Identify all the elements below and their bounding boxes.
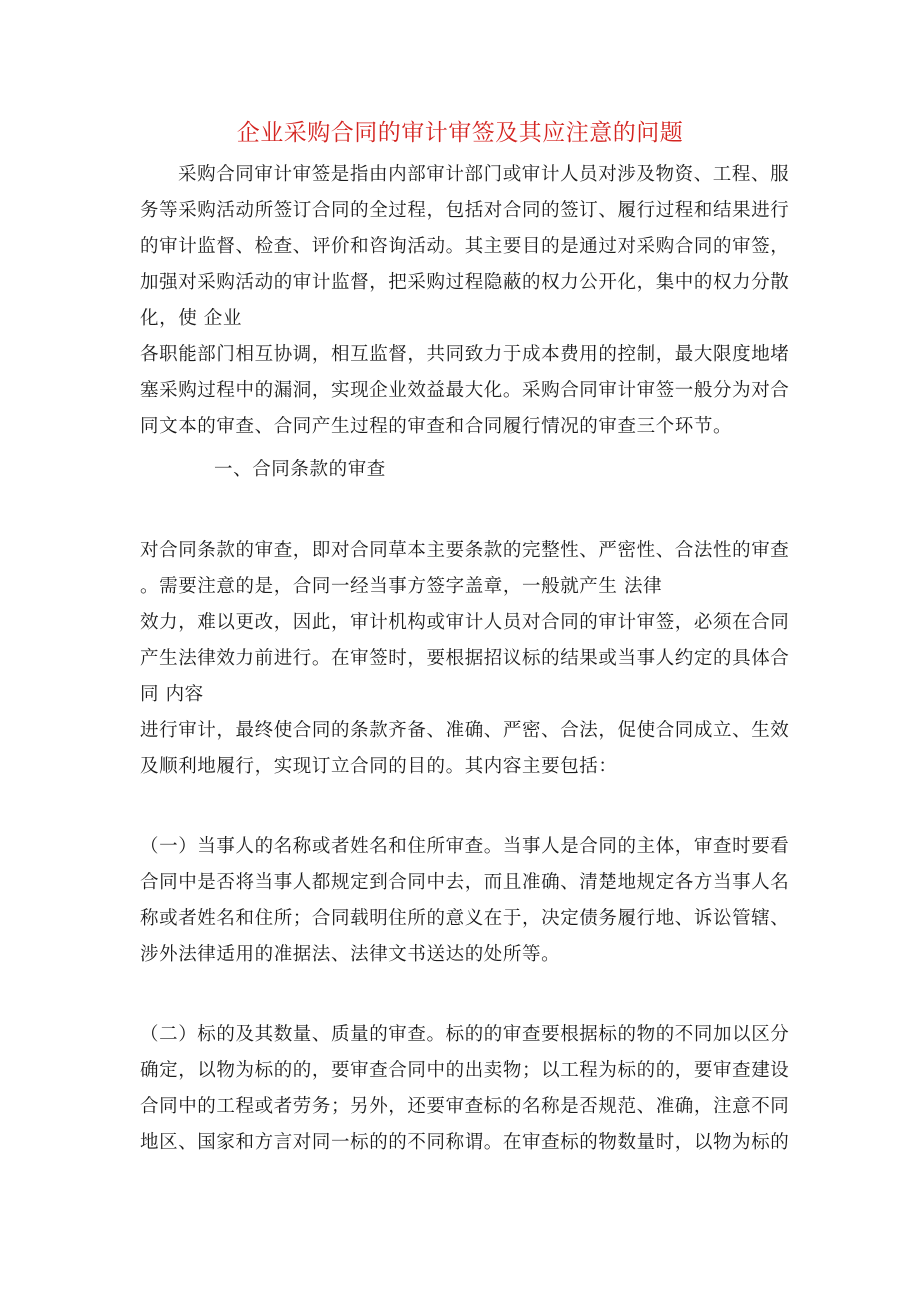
paragraph-line: 同文本的审查、合同产生过程的审查和合同履行情况的审查三个环节。 xyxy=(140,416,733,437)
paragraph-line: 合同中的工程或者劳务；另外，还要审查标的名称是否规范、准确，注意不同 xyxy=(140,1096,790,1117)
paragraph-line: 化，使 企业 xyxy=(140,308,242,329)
paragraph-line: （一）当事人的名称或者姓名和住所审查。当事人是合同的主体，审查时要看 xyxy=(140,836,790,857)
document-title: 企业采购合同的审计审签及其应注意的问题 xyxy=(236,120,684,146)
paragraph-line: 称或者姓名和住所；合同载明住所的意义在于，决定债务履行地、诉讼管辖、 xyxy=(140,908,790,929)
paragraph-line: 的审计监督、检查、评价和咨询活动。其主要目的是通过对采购合同的审签， xyxy=(140,236,790,257)
paragraph-line: 同 内容 xyxy=(140,684,204,705)
paragraph-line: 产生法律效力前进行。在审签时，要根据招议标的结果或当事人约定的具体合 xyxy=(140,648,790,669)
paragraph-line: （二）标的及其数量、质量的审查。标的的审查要根据标的物的不同加以区分 xyxy=(140,1024,790,1045)
paragraph-line: 地区、国家和方言对同一标的的不同称谓。在审查标的物数量时，以物为标的 xyxy=(140,1132,790,1153)
paragraph-line: 进行审计，最终使合同的条款齐备、准确、严密、合法，促使合同成立、生效 xyxy=(140,720,790,741)
paragraph-line: 及顺利地履行，实现订立合同的目的。其内容主要包括： xyxy=(140,756,618,777)
paragraph-line: 对合同条款的审查，即对合同草本主要条款的完整性、严密性、合法性的审查 xyxy=(140,540,790,561)
paragraph-line: 确定，以物为标的的，要审查合同中的出卖物；以工程为标的的，要审查建设 xyxy=(140,1060,790,1081)
paragraph-line: 。需要注意的是，合同一经当事方签字盖章，一般就产生 法律 xyxy=(140,576,663,597)
paragraph-line: 各职能部门相互协调，相互监督，共同致力于成本费用的控制，最大限度地堵 xyxy=(140,344,790,365)
paragraph-line: 涉外法律适用的准据法、法律文书送达的处所等。 xyxy=(140,944,561,965)
section-heading: 一、合同条款的审查 xyxy=(214,459,386,480)
paragraph-line: 塞采购过程中的漏洞，实现企业效益最大化。采购合同审计审签一般分为对合 xyxy=(140,380,790,401)
paragraph-line: 务等采购活动所签订合同的全过程，包括对合同的签订、履行过程和结果进行 xyxy=(140,200,790,221)
paragraph-line: 效力，难以更改，因此，审计机构或审计人员对合同的审计审签，必须在合同 xyxy=(140,612,790,633)
paragraph-line: 合同中是否将当事人都规定到合同中去，而且准确、清楚地规定各方当事人名 xyxy=(140,872,790,893)
paragraph-line: 采购合同审计审签是指由内部审计部门或审计人员对涉及物资、工程、服 xyxy=(178,164,790,185)
paragraph-line: 加强对采购活动的审计监督，把采购过程隐蔽的权力公开化，集中的权力分散 xyxy=(140,272,790,293)
